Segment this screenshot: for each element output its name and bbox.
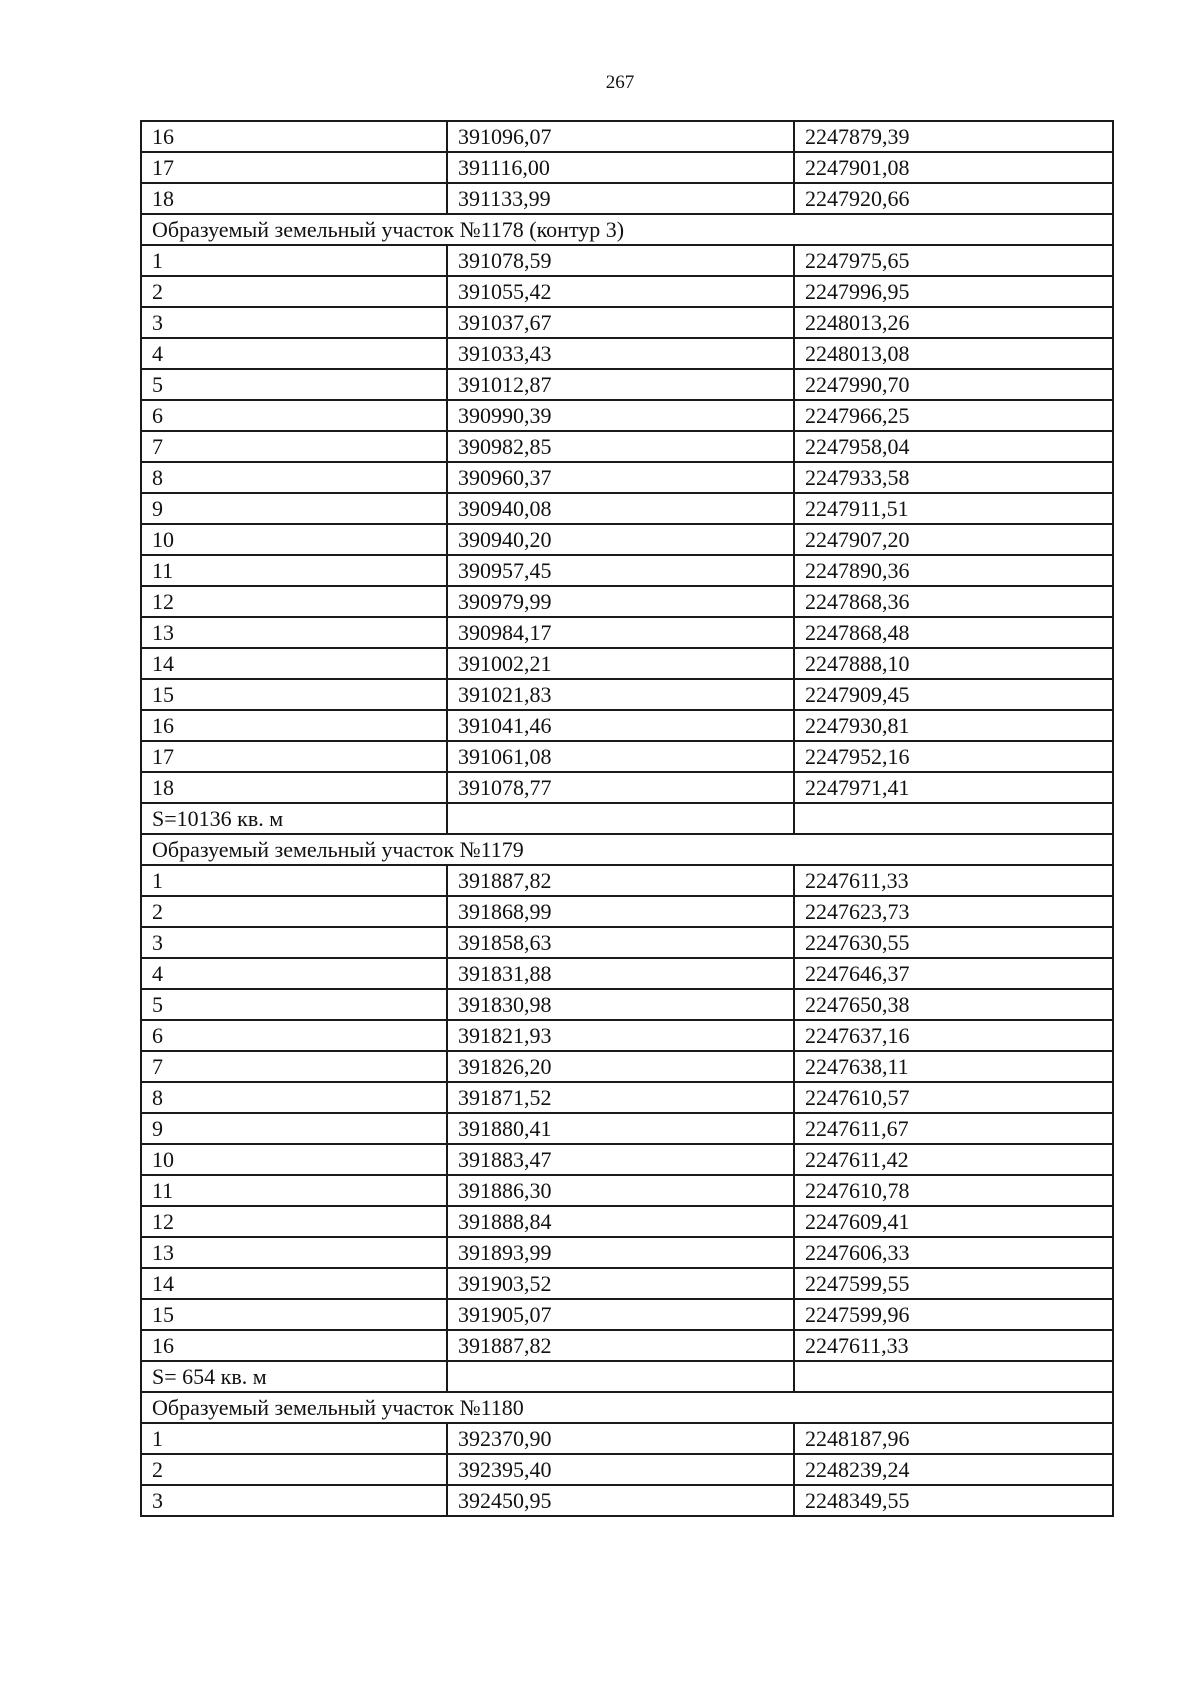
y-coordinate-cell: 2247907,20 — [794, 524, 1113, 555]
point-number-cell: 18 — [141, 772, 447, 803]
x-coordinate-cell: 391078,77 — [447, 772, 794, 803]
table-row — [141, 586, 1113, 617]
x-coordinate-cell: 391868,99 — [447, 896, 794, 927]
table-row — [141, 307, 1113, 338]
table-row — [141, 989, 1113, 1020]
section-title: Образуемый земельный участок №1180 — [141, 1392, 1113, 1423]
point-number-cell: 10 — [141, 1144, 447, 1175]
y-coordinate-cell: 2247646,37 — [794, 958, 1113, 989]
point-number-cell: 1 — [141, 245, 447, 276]
y-coordinate-cell: 2247606,33 — [794, 1237, 1113, 1268]
table-row — [141, 1144, 1113, 1175]
point-number-cell: 6 — [141, 400, 447, 431]
table-row — [141, 958, 1113, 989]
point-number-cell: 2 — [141, 896, 447, 927]
point-number-cell: 5 — [141, 369, 447, 400]
y-coordinate-cell: 2247890,36 — [794, 555, 1113, 586]
table-row — [141, 338, 1113, 369]
point-number-cell: 17 — [141, 741, 447, 772]
table-row — [141, 1268, 1113, 1299]
x-coordinate-cell: 391887,82 — [447, 1330, 794, 1361]
table-row — [141, 152, 1113, 183]
point-number-cell: 13 — [141, 617, 447, 648]
table-row — [141, 741, 1113, 772]
table-row — [141, 1485, 1113, 1516]
y-coordinate-cell: 2248013,26 — [794, 307, 1113, 338]
y-coordinate-cell: 2247933,58 — [794, 462, 1113, 493]
x-coordinate-cell: 390982,85 — [447, 431, 794, 462]
point-number-cell: 15 — [141, 1299, 447, 1330]
point-number-cell: 2 — [141, 1454, 447, 1485]
x-coordinate-cell: 391021,83 — [447, 679, 794, 710]
point-number-cell: 12 — [141, 1206, 447, 1237]
x-coordinate-cell: 390940,08 — [447, 493, 794, 524]
area-value: S=10136 кв. м — [141, 803, 447, 834]
x-coordinate-cell: 390940,20 — [447, 524, 794, 555]
point-number-cell: 18 — [141, 183, 447, 214]
x-coordinate-cell: 391116,00 — [447, 152, 794, 183]
table-row — [141, 276, 1113, 307]
y-coordinate-cell: 2247911,51 — [794, 493, 1113, 524]
y-coordinate-cell: 2247610,57 — [794, 1082, 1113, 1113]
point-number-cell: 7 — [141, 1051, 447, 1082]
table-row — [141, 772, 1113, 803]
x-coordinate-cell: 391886,30 — [447, 1175, 794, 1206]
table-row — [141, 679, 1113, 710]
x-coordinate-cell: 390960,37 — [447, 462, 794, 493]
table-row — [141, 462, 1113, 493]
y-coordinate-cell: 2247599,55 — [794, 1268, 1113, 1299]
point-number-cell: 14 — [141, 648, 447, 679]
y-coordinate-cell: 2247637,16 — [794, 1020, 1113, 1051]
point-number-cell: 11 — [141, 1175, 447, 1206]
table-row — [141, 1175, 1113, 1206]
table-row — [141, 1113, 1113, 1144]
table-row — [141, 1051, 1113, 1082]
point-number-cell: 17 — [141, 152, 447, 183]
table-row — [141, 524, 1113, 555]
y-coordinate-cell: 2247611,33 — [794, 865, 1113, 896]
empty-cell — [794, 803, 1113, 834]
y-coordinate-cell: 2247611,67 — [794, 1113, 1113, 1144]
x-coordinate-cell: 391061,08 — [447, 741, 794, 772]
y-coordinate-cell: 2247952,16 — [794, 741, 1113, 772]
y-coordinate-cell: 2247868,48 — [794, 617, 1113, 648]
x-coordinate-cell: 391037,67 — [447, 307, 794, 338]
point-number-cell: 8 — [141, 462, 447, 493]
point-number-cell: 1 — [141, 865, 447, 896]
x-coordinate-cell: 391078,59 — [447, 245, 794, 276]
y-coordinate-cell: 2247623,73 — [794, 896, 1113, 927]
point-number-cell: 2 — [141, 276, 447, 307]
point-number-cell: 16 — [141, 121, 447, 152]
table-row — [141, 1299, 1113, 1330]
area-value: S= 654 кв. м — [141, 1361, 447, 1392]
table-row — [141, 183, 1113, 214]
y-coordinate-cell: 2247630,55 — [794, 927, 1113, 958]
table-row — [141, 245, 1113, 276]
x-coordinate-cell: 391883,47 — [447, 1144, 794, 1175]
empty-cell — [794, 1361, 1113, 1392]
section-title: Образуемый земельный участок №1179 — [141, 834, 1113, 865]
x-coordinate-cell: 391055,42 — [447, 276, 794, 307]
x-coordinate-cell: 390990,39 — [447, 400, 794, 431]
y-coordinate-cell: 2248239,24 — [794, 1454, 1113, 1485]
y-coordinate-cell: 2248187,96 — [794, 1423, 1113, 1454]
point-number-cell: 6 — [141, 1020, 447, 1051]
point-number-cell: 3 — [141, 927, 447, 958]
x-coordinate-cell: 391871,52 — [447, 1082, 794, 1113]
y-coordinate-cell: 2247888,10 — [794, 648, 1113, 679]
point-number-cell: 13 — [141, 1237, 447, 1268]
y-coordinate-cell: 2247966,25 — [794, 400, 1113, 431]
y-coordinate-cell: 2247610,78 — [794, 1175, 1113, 1206]
x-coordinate-cell: 391858,63 — [447, 927, 794, 958]
point-number-cell: 9 — [141, 1113, 447, 1144]
section-title: Образуемый земельный участок №1178 (контур 3) — [141, 214, 1113, 245]
y-coordinate-cell: 2247599,96 — [794, 1299, 1113, 1330]
y-coordinate-cell: 2247638,11 — [794, 1051, 1113, 1082]
y-coordinate-cell: 2247868,36 — [794, 586, 1113, 617]
y-coordinate-cell: 2247901,08 — [794, 152, 1113, 183]
section-header-row — [141, 214, 1113, 245]
point-number-cell: 3 — [141, 1485, 447, 1516]
page-number: 267 — [605, 72, 635, 93]
table-row — [141, 493, 1113, 524]
x-coordinate-cell: 391002,21 — [447, 648, 794, 679]
y-coordinate-cell: 2247990,70 — [794, 369, 1113, 400]
coordinates-table-body — [141, 121, 1113, 1516]
point-number-cell: 16 — [141, 710, 447, 741]
x-coordinate-cell: 391041,46 — [447, 710, 794, 741]
table-row — [141, 121, 1113, 152]
x-coordinate-cell: 391012,87 — [447, 369, 794, 400]
point-number-cell: 14 — [141, 1268, 447, 1299]
x-coordinate-cell: 391880,41 — [447, 1113, 794, 1144]
coordinates-table — [140, 120, 1114, 1517]
area-row — [141, 803, 1113, 834]
y-coordinate-cell: 2247971,41 — [794, 772, 1113, 803]
y-coordinate-cell: 2247996,95 — [794, 276, 1113, 307]
point-number-cell: 3 — [141, 307, 447, 338]
point-number-cell: 15 — [141, 679, 447, 710]
table-row — [141, 648, 1113, 679]
point-number-cell: 16 — [141, 1330, 447, 1361]
x-coordinate-cell: 391133,99 — [447, 183, 794, 214]
y-coordinate-cell: 2248349,55 — [794, 1485, 1113, 1516]
y-coordinate-cell: 2247975,65 — [794, 245, 1113, 276]
table-row — [141, 927, 1113, 958]
point-number-cell: 10 — [141, 524, 447, 555]
y-coordinate-cell: 2247611,42 — [794, 1144, 1113, 1175]
x-coordinate-cell: 392450,95 — [447, 1485, 794, 1516]
table-row — [141, 1454, 1113, 1485]
y-coordinate-cell: 2248013,08 — [794, 338, 1113, 369]
table-row — [141, 400, 1113, 431]
x-coordinate-cell: 390984,17 — [447, 617, 794, 648]
empty-cell — [447, 803, 794, 834]
x-coordinate-cell: 391831,88 — [447, 958, 794, 989]
x-coordinate-cell: 390979,99 — [447, 586, 794, 617]
section-header-row — [141, 834, 1113, 865]
x-coordinate-cell: 391826,20 — [447, 1051, 794, 1082]
table-row — [141, 1423, 1113, 1454]
x-coordinate-cell: 391888,84 — [447, 1206, 794, 1237]
point-number-cell: 9 — [141, 493, 447, 524]
table-row — [141, 1020, 1113, 1051]
y-coordinate-cell: 2247958,04 — [794, 431, 1113, 462]
point-number-cell: 11 — [141, 555, 447, 586]
y-coordinate-cell: 2247909,45 — [794, 679, 1113, 710]
y-coordinate-cell: 2247930,81 — [794, 710, 1113, 741]
table-row — [141, 1237, 1113, 1268]
x-coordinate-cell: 390957,45 — [447, 555, 794, 586]
table-row — [141, 555, 1113, 586]
table-row — [141, 1330, 1113, 1361]
point-number-cell: 5 — [141, 989, 447, 1020]
point-number-cell: 12 — [141, 586, 447, 617]
table-row — [141, 1206, 1113, 1237]
empty-cell — [447, 1361, 794, 1392]
x-coordinate-cell: 392370,90 — [447, 1423, 794, 1454]
table-row — [141, 431, 1113, 462]
table-row — [141, 896, 1113, 927]
table-row — [141, 369, 1113, 400]
y-coordinate-cell: 2247650,38 — [794, 989, 1113, 1020]
y-coordinate-cell: 2247920,66 — [794, 183, 1113, 214]
y-coordinate-cell: 2247879,39 — [794, 121, 1113, 152]
area-row — [141, 1361, 1113, 1392]
x-coordinate-cell: 391893,99 — [447, 1237, 794, 1268]
table-row — [141, 617, 1113, 648]
point-number-cell: 4 — [141, 338, 447, 369]
y-coordinate-cell: 2247611,33 — [794, 1330, 1113, 1361]
point-number-cell: 7 — [141, 431, 447, 462]
x-coordinate-cell: 391033,43 — [447, 338, 794, 369]
table-row — [141, 865, 1113, 896]
x-coordinate-cell: 391821,93 — [447, 1020, 794, 1051]
point-number-cell: 4 — [141, 958, 447, 989]
point-number-cell: 1 — [141, 1423, 447, 1454]
point-number-cell: 8 — [141, 1082, 447, 1113]
x-coordinate-cell: 392395,40 — [447, 1454, 794, 1485]
x-coordinate-cell: 391096,07 — [447, 121, 794, 152]
x-coordinate-cell: 391830,98 — [447, 989, 794, 1020]
x-coordinate-cell: 391905,07 — [447, 1299, 794, 1330]
x-coordinate-cell: 391887,82 — [447, 865, 794, 896]
table-row — [141, 1082, 1113, 1113]
x-coordinate-cell: 391903,52 — [447, 1268, 794, 1299]
section-header-row — [141, 1392, 1113, 1423]
y-coordinate-cell: 2247609,41 — [794, 1206, 1113, 1237]
table-row — [141, 710, 1113, 741]
